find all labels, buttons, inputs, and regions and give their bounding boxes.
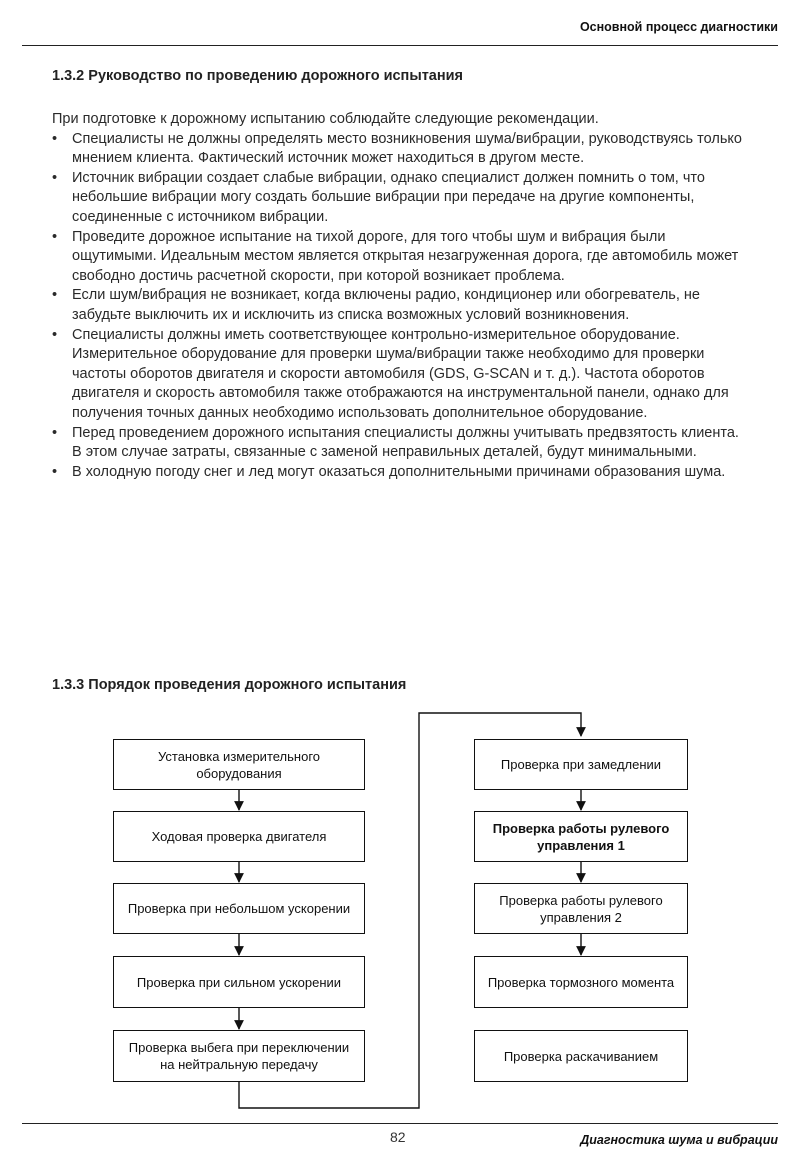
section-title-road-test-guide: 1.3.2 Руководство по проведению дорожного испытания <box>52 68 463 84</box>
flow-step-right-4: Проверка тормозного момента <box>474 956 688 1008</box>
list-item-text: Перед проведением дорожного испытания специалисты должны учитывать предвзятость клиента. В этом случае затраты, связанные с заменой неправильных деталей, будут минимальными. <box>72 424 739 461</box>
footer-divider <box>22 1123 778 1124</box>
list-item <box>52 130 742 169</box>
flow-step-right-2: Проверка работы рулевого управления 1 <box>474 811 688 862</box>
bullet-icon: • <box>52 463 58 480</box>
list-item <box>52 424 742 463</box>
list-item-text: Если шум/вибрация не возникает, когда включены радио, кондиционер или обогреватель, не забудьте выключить их и исключить из списка возможных условий возникновения. <box>72 287 700 323</box>
flow-step-right-3: Проверка работы рулевого управления 2 <box>474 883 688 934</box>
header-title: Основной процесс диагностики <box>579 20 778 34</box>
flow-step-left-5: Проверка выбега при переключении на нейтральную передачу <box>113 1030 365 1082</box>
list-item-text: Специалисты не должны определять место возникновения шума/вибрации, руководствуясь только мнением клиента. Фактический источник может находиться в другом месте. <box>72 130 742 167</box>
bullet-icon: • <box>52 326 58 343</box>
list-item-text: Специалисты должны иметь соответствующее контрольно-измерительное оборудование. Измерительное оборудование для проверки шума/вибрации также необходимо для проверки частоты оборотов двигателя и скорости автомобиля (GDS, G-SCAN и т. д.). Частота оборотов двигателя и скорость автомобиля также отображаются на инструментальной панели, однако для получения точных данных необходимо использовать дополнительное оборудование. <box>72 326 729 421</box>
bullet-icon: • <box>52 130 58 147</box>
bullet-icon: • <box>52 169 58 186</box>
list-item-text: В холодную погоду снег и лед могут оказаться дополнительными причинами образования шума. <box>72 463 726 480</box>
footer-title: Диагностика шума и вибрации <box>580 1133 778 1147</box>
list-item <box>52 463 742 483</box>
flow-step-left-1: Установка измерительного оборудования <box>113 739 365 790</box>
header-divider <box>22 45 778 46</box>
list-item-text: Проведите дорожное испытание на тихой дороге, для того чтобы шум и вибрация были ощутимыми. Идеальным местом является открытая незагруженная дорога, где автомобиль может свободно достичь расчетной скорости, при которой возникает проблема. <box>72 228 739 284</box>
flow-step-right-1: Проверка при замедлении <box>474 739 688 790</box>
guideline-list <box>52 130 742 483</box>
flow-step-right-5: Проверка раскачиванием <box>474 1030 688 1082</box>
list-item <box>52 169 742 228</box>
road-test-guidelines <box>52 110 742 482</box>
flow-step-left-2: Ходовая проверка двигателя <box>113 811 365 862</box>
flow-step-left-4: Проверка при сильном ускорении <box>113 956 365 1008</box>
bullet-icon: • <box>52 228 58 245</box>
section-title-road-test-procedure: 1.3.3 Порядок проведения дорожного испытания <box>52 677 407 693</box>
list-item-text: Источник вибрации создает слабые вибрации, однако специалист должен помнить о том, что небольшие вибрации могу создать большие вибрации при передаче на другие компоненты, соединенные с источником вибрации. <box>72 169 705 225</box>
intro-paragraph: При подготовке к дорожному испытанию соблюдайте следующие рекомендации. <box>52 111 599 127</box>
list-item <box>52 228 742 287</box>
flow-step-left-3: Проверка при небольшом ускорении <box>113 883 365 934</box>
list-item <box>52 326 742 424</box>
list-item <box>52 286 742 325</box>
bullet-icon: • <box>52 287 58 304</box>
bullet-icon: • <box>52 424 58 441</box>
page-number: 82 <box>390 1129 406 1145</box>
